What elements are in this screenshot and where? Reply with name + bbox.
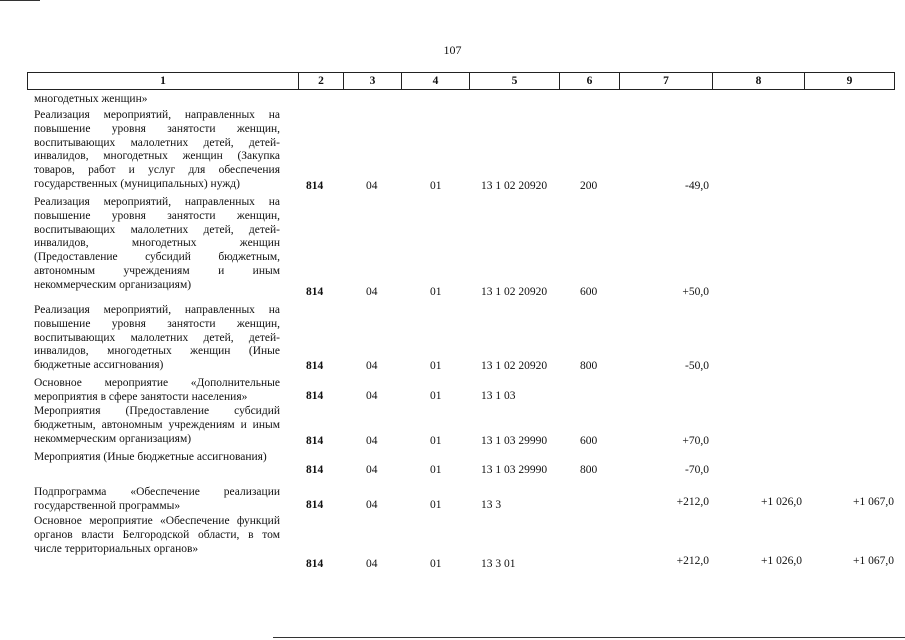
header-col-9: 9 [804,73,894,89]
cell-amount-1: -50,0 [685,360,709,372]
cell-target-article: 13 3 [481,499,502,511]
cell-amount-1: +212,0 [676,555,709,567]
cell-section: 04 [366,499,378,511]
cell-ministry: 814 [306,286,324,298]
table-row-name: Реализация мероприятий, направленных на повышение уровня занятости женщин, воспитывающих малолетних детей, детей-инвалидов, многодетных женщин (Предоставление субсидий бюджетным, автономным учреждениям и иным некоммерческим организациям) [34,196,280,291]
table-row-name: многодетных женщин» [34,93,148,105]
cell-amount-1: +212,0 [676,496,709,508]
cell-subsection: 01 [430,464,442,476]
cell-ministry: 814 [306,499,324,511]
table-row-name: Подпрограмма «Обеспечение реализации государственной программы» [34,486,280,512]
cell-expense-type: 800 [580,360,598,372]
cell-subsection: 01 [430,390,442,402]
cell-amount-1: +50,0 [682,286,709,298]
cell-section: 04 [366,180,378,192]
cell-expense-type: 200 [580,180,598,192]
cell-amount-1: -49,0 [685,180,709,192]
bottom-rule [273,637,905,638]
header-col-3: 3 [343,73,401,89]
header-col-1: 1 [160,75,166,87]
cell-amount-1: -70,0 [685,464,709,476]
cell-target-article: 13 3 01 [481,558,516,570]
cell-subsection: 01 [430,180,442,192]
table-header [27,72,895,90]
cell-amount-2: +1 026,0 [761,555,802,567]
header-col-8: 8 [712,73,804,89]
cell-section: 04 [366,464,378,476]
cell-amount-1: +70,0 [682,435,709,447]
cell-ministry: 814 [306,180,324,192]
table-row-name: Основное мероприятие «Дополнительные мероприятия в сфере занятости населения» [34,377,280,403]
cell-section: 04 [366,390,378,402]
cell-target-article: 13 1 02 20920 [481,286,548,298]
cell-ministry: 814 [306,558,324,570]
header-col-4: 4 [401,73,469,89]
cell-section: 04 [366,558,378,570]
cell-target-article: 13 1 03 [481,390,516,402]
table-row-name: Мероприятия (Предоставление субсидий бюджетным, автономным учреждениям и иным некоммерческим организациям) [34,405,280,445]
table-row-name: Мероприятия (Иные бюджетные ассигнования) [34,451,267,463]
cell-ministry: 814 [306,435,324,447]
cell-section: 04 [366,286,378,298]
cell-ministry: 814 [306,464,324,476]
cell-subsection: 01 [430,558,442,570]
cell-ministry: 814 [306,390,324,402]
page-number: 107 [443,43,462,57]
cell-amount-3: +1 067,0 [853,555,894,567]
cell-amount-3: +1 067,0 [853,496,894,508]
cell-expense-type: 800 [580,464,598,476]
cell-ministry: 814 [306,360,324,372]
table-row-name: Реализация мероприятий, направленных на повышение уровня занятости женщин, воспитывающих малолетних детей, детей-инвалидов, многодетных женщин (Иные бюджетные ассигнования) [34,304,280,372]
cell-section: 04 [366,360,378,372]
cell-subsection: 01 [430,499,442,511]
cell-subsection: 01 [430,360,442,372]
table-row-name: Основное мероприятие «Обеспечение функций органов власти Белгородской области, в том числе территориальных органов» [34,515,280,555]
table-row-name: Реализация мероприятий, направленных на повышение уровня занятости женщин, воспитывающих малолетних детей, детей-инвалидов, многодетных женщин (Закупка товаров, работ и услуг для обеспечения государственных (муниципальных) нужд) [34,109,280,190]
top-left-rule [0,0,40,1]
cell-subsection: 01 [430,286,442,298]
cell-target-article: 13 1 03 29990 [481,435,548,447]
cell-target-article: 13 1 02 20920 [481,180,548,192]
header-col-5: 5 [469,73,559,89]
header-col-2: 2 [298,73,343,89]
cell-expense-type: 600 [580,435,598,447]
cell-subsection: 01 [430,435,442,447]
cell-section: 04 [366,435,378,447]
cell-target-article: 13 1 02 20920 [481,360,548,372]
cell-expense-type: 600 [580,286,598,298]
header-col-7: 7 [619,73,712,89]
header-col-6: 6 [559,73,619,89]
cell-target-article: 13 1 03 29990 [481,464,548,476]
cell-amount-2: +1 026,0 [761,496,802,508]
